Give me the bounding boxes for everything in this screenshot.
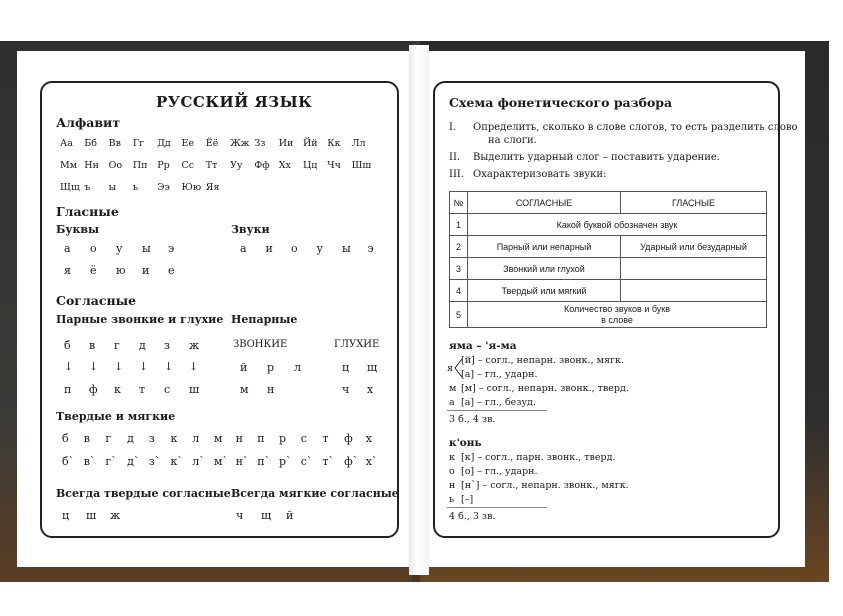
step-1-text-cont: на слоги. bbox=[488, 135, 537, 146]
arrow-down-icon: ↓ bbox=[164, 360, 174, 373]
table-cell bbox=[468, 302, 767, 328]
vowel-sound: ы bbox=[342, 242, 351, 255]
example-1-line-1: [й] – согл., непарн. звонк., мягк. bbox=[461, 355, 624, 366]
book-spine bbox=[409, 45, 429, 575]
example-1-total: 3 б., 4 зв. bbox=[449, 414, 496, 425]
table-cell-num: 4 bbox=[450, 280, 468, 302]
example-2-letter-1: к bbox=[449, 452, 455, 463]
voiced-consonant: в bbox=[89, 339, 96, 352]
vowel-letter: ю bbox=[116, 264, 126, 277]
vowel-letter: а bbox=[64, 242, 71, 255]
hard-soft-heading: Твердые и мягкие bbox=[56, 410, 176, 423]
soft-consonant: д` bbox=[127, 455, 140, 468]
alphabet-letter: Чч bbox=[327, 160, 341, 171]
alphabet-letter: Нн bbox=[84, 160, 99, 171]
table-cell: Какой буквой обозначен звук bbox=[468, 214, 767, 236]
alphabet-letter: Оо bbox=[108, 160, 123, 171]
vowel-sound: о bbox=[291, 242, 298, 255]
step-1-text: Определить, сколько в слове слогов, то есть разделить слово bbox=[473, 122, 798, 133]
table-cell-line-1: Количество звуков и букв bbox=[563, 303, 671, 314]
soft-consonant: с` bbox=[300, 455, 313, 468]
unpaired-voiceless: ч bbox=[342, 383, 350, 396]
table-row bbox=[450, 280, 767, 302]
example-1-line-3: [м] – согл., непарн. звонк., тверд. bbox=[461, 383, 629, 394]
step-3-number: III. bbox=[449, 169, 465, 180]
example-2-letter-4: ь bbox=[449, 494, 455, 505]
always-soft-letter: щ bbox=[261, 509, 272, 522]
hard-consonant: б bbox=[62, 432, 69, 445]
alphabet-letter: Ээ bbox=[157, 182, 170, 193]
voiced-consonant: г bbox=[114, 339, 120, 352]
alphabet-letter: Цц bbox=[303, 160, 318, 171]
always-soft-letter: ч bbox=[236, 509, 244, 522]
soft-consonant: з` bbox=[148, 455, 161, 468]
soft-consonant: н` bbox=[235, 455, 249, 468]
hard-consonant: з bbox=[148, 432, 155, 445]
table-header-row bbox=[450, 192, 767, 214]
example-2-line-4: [–] bbox=[461, 494, 474, 505]
table-cell-num: 1 bbox=[450, 214, 468, 236]
hard-consonant: г bbox=[105, 432, 112, 445]
unpaired-voiced: й bbox=[240, 361, 248, 374]
alphabet-letter: Ее bbox=[181, 138, 195, 149]
example-1-letter-a: а bbox=[449, 397, 455, 408]
example-2-line-1: [к] – согл., парн. звонк., тверд. bbox=[461, 452, 616, 463]
alphabet-letter: Шш bbox=[351, 160, 372, 171]
always-hard-letter: ц bbox=[62, 509, 70, 522]
vowel-letter: ё bbox=[90, 264, 97, 277]
alphabet-letter: Щщ bbox=[60, 182, 80, 193]
paired-label: Парные звонкие и глухие bbox=[56, 313, 224, 326]
arrow-down-icon: ↓ bbox=[189, 360, 199, 373]
alphabet-letter: Ии bbox=[278, 138, 294, 149]
alphabet-letter: Уу bbox=[230, 160, 243, 171]
always-hard-letter: ш bbox=[86, 509, 97, 522]
unpaired-voiceless: х bbox=[367, 383, 374, 396]
soft-consonant: б` bbox=[62, 455, 75, 468]
unpaired-voiced: р bbox=[267, 361, 275, 374]
phonetic-table bbox=[449, 191, 767, 328]
table-row bbox=[450, 236, 767, 258]
hard-consonant: х bbox=[365, 432, 373, 445]
alphabet-letter: Жж bbox=[230, 138, 250, 149]
vowel-sounds-label: Звуки bbox=[231, 223, 270, 236]
table-cell: Парный или непарный bbox=[468, 236, 621, 258]
divider bbox=[447, 410, 547, 411]
table-header-consonants: СОГЛАСНЫЕ bbox=[468, 192, 621, 214]
vowel-letter: я bbox=[64, 264, 71, 277]
alphabet-letter: Сс bbox=[181, 160, 195, 171]
voiceless-consonant: к bbox=[114, 383, 121, 396]
table-cell-num: 5 bbox=[450, 302, 468, 328]
vowel-sound: и bbox=[265, 242, 273, 255]
table-row bbox=[450, 258, 767, 280]
soft-consonant: т` bbox=[322, 455, 334, 468]
voiced-label: ЗВОНКИЕ bbox=[233, 339, 288, 350]
table-row bbox=[450, 302, 767, 328]
voiceless-consonant: т bbox=[139, 383, 146, 396]
hard-consonant: к bbox=[170, 432, 178, 445]
vowel-letters-label: Буквы bbox=[56, 223, 100, 236]
scheme-title: Схема фонетического разбора bbox=[449, 95, 673, 110]
voiceless-consonant: ш bbox=[189, 383, 200, 396]
alphabet-letter: Мм bbox=[60, 160, 78, 171]
table-cell: Твердый или мягкий bbox=[468, 280, 621, 302]
step-2-text: Выделить ударный слог – поставить ударение. bbox=[473, 152, 720, 163]
voiceless-consonant: с bbox=[164, 383, 171, 396]
hard-consonant: т bbox=[322, 432, 329, 445]
alphabet-letter: Пп bbox=[132, 160, 148, 171]
always-hard-letter: ж bbox=[110, 509, 121, 522]
alphabet-letter: Юю bbox=[181, 182, 202, 193]
example-1-word: яма – 'я-ма bbox=[449, 340, 517, 352]
voiced-consonant: з bbox=[164, 339, 170, 352]
alphabet-letter: Кк bbox=[327, 138, 341, 149]
alphabet-letter: Аа bbox=[60, 138, 73, 149]
vowel-letter: ы bbox=[142, 242, 151, 255]
alphabet-letter: Дд bbox=[157, 138, 171, 149]
voiceless-label: ГЛУХИЕ bbox=[334, 339, 380, 350]
voiceless-consonant: ф bbox=[89, 383, 98, 396]
alphabet-letter: Бб bbox=[84, 138, 97, 149]
alphabet-letter: Яя bbox=[205, 182, 220, 193]
example-1-letter-ya: я bbox=[447, 363, 453, 374]
voiced-consonant: ж bbox=[189, 339, 200, 352]
hard-consonant: н bbox=[235, 432, 243, 445]
hard-consonant: р bbox=[279, 432, 287, 445]
alphabet-letter: Гг bbox=[132, 138, 145, 149]
hard-consonant: с bbox=[300, 432, 307, 445]
table-header-vowels: ГЛАСНЫЕ bbox=[621, 192, 767, 214]
vowel-letter: э bbox=[168, 242, 175, 255]
step-2-number: II. bbox=[449, 152, 461, 163]
table-header-num: № bbox=[450, 192, 468, 214]
table-row bbox=[450, 214, 767, 236]
vowel-letter: о bbox=[90, 242, 97, 255]
alphabet-letter: Хх bbox=[278, 160, 291, 171]
unpaired-voiceless: щ bbox=[367, 361, 378, 374]
arrow-down-icon: ↓ bbox=[89, 360, 99, 373]
unpaired-voiced: н bbox=[267, 383, 275, 396]
table-cell-num: 3 bbox=[450, 258, 468, 280]
unpaired-voiced: м bbox=[240, 383, 249, 396]
alphabet-letter: ы bbox=[108, 182, 117, 193]
always-hard-label: Всегда твердые согласные bbox=[56, 487, 231, 500]
voiceless-consonant: п bbox=[64, 383, 72, 396]
arrow-down-icon: ↓ bbox=[64, 360, 74, 373]
example-2-letter-3: н bbox=[449, 480, 456, 491]
alphabet-letter: Фф bbox=[254, 160, 270, 171]
hard-consonant: д bbox=[127, 432, 134, 445]
table-cell bbox=[621, 280, 767, 302]
soft-consonant: л` bbox=[192, 455, 205, 468]
table-cell: Ударный или безударный bbox=[621, 236, 767, 258]
always-soft-label: Всегда мягкие согласные bbox=[231, 487, 399, 500]
soft-consonant: м` bbox=[213, 455, 228, 468]
alphabet-letter: Рр bbox=[157, 160, 170, 171]
soft-consonant: в` bbox=[83, 455, 96, 468]
table-cell bbox=[621, 258, 767, 280]
consonants-heading: Согласные bbox=[56, 293, 137, 308]
example-1-line-2: [а] – гл., ударн. bbox=[461, 369, 538, 380]
alphabet-letter: ь bbox=[132, 182, 139, 193]
alphabet-letter: Йй bbox=[303, 138, 318, 149]
soft-consonant: х` bbox=[365, 455, 378, 468]
table-cell: Звонкий или глухой bbox=[468, 258, 621, 280]
example-1-letter-m: м bbox=[449, 383, 457, 394]
table-cell-num: 2 bbox=[450, 236, 468, 258]
soft-consonant: р` bbox=[279, 455, 292, 468]
step-1-number: I. bbox=[449, 122, 457, 133]
vowel-letter: у bbox=[116, 242, 123, 255]
hard-consonant: м bbox=[213, 432, 223, 445]
alphabet-letter: Лл bbox=[351, 138, 366, 149]
example-1-line-4: [а] – гл., безуд. bbox=[461, 397, 536, 408]
page-title: РУССКИЙ ЯЗЫК bbox=[156, 93, 313, 111]
unpaired-label: Непарные bbox=[231, 313, 298, 326]
vowel-letter: и bbox=[142, 264, 150, 277]
vowel-letter: е bbox=[168, 264, 175, 277]
voiced-consonant: д bbox=[139, 339, 146, 352]
vowels-heading: Гласные bbox=[56, 204, 119, 219]
soft-consonant: ф` bbox=[344, 455, 359, 468]
unpaired-voiceless: ц bbox=[342, 361, 350, 374]
step-3-text: Охарактеризовать звуки: bbox=[473, 169, 607, 180]
vowel-sound: у bbox=[316, 242, 323, 255]
alphabet-heading: Алфавит bbox=[56, 115, 121, 130]
hard-consonant: л bbox=[192, 432, 200, 445]
alphabet-letter: Зз bbox=[254, 138, 266, 149]
example-2-line-2: [о] – гл., ударн. bbox=[461, 466, 538, 477]
hard-consonant: ф bbox=[344, 432, 353, 445]
example-2-line-3: [н`] – согл., непарн. звонк., мягк. bbox=[461, 480, 629, 491]
arrow-down-icon: ↓ bbox=[139, 360, 149, 373]
soft-consonant: п` bbox=[257, 455, 271, 468]
always-soft-letter: й bbox=[286, 509, 294, 522]
example-2-total: 4 б., 3 зв. bbox=[449, 511, 496, 522]
hard-consonant: п bbox=[257, 432, 265, 445]
voiced-consonant: б bbox=[64, 339, 71, 352]
vowel-sound: а bbox=[240, 242, 247, 255]
alphabet-letter: Ёё bbox=[205, 138, 219, 149]
example-2-word: к'онь bbox=[449, 437, 482, 449]
divider bbox=[447, 507, 547, 508]
arrow-down-icon: ↓ bbox=[114, 360, 124, 373]
soft-consonant: к` bbox=[170, 455, 183, 468]
alphabet-letter: Тт bbox=[205, 160, 218, 171]
hard-consonant: в bbox=[83, 432, 90, 445]
alphabet-letter: ъ bbox=[84, 182, 91, 193]
vowel-sound: э bbox=[367, 242, 374, 255]
soft-consonant: г` bbox=[105, 455, 117, 468]
example-2-letter-2: о bbox=[449, 466, 455, 477]
alphabet-letter: Вв bbox=[108, 138, 121, 149]
unpaired-voiced: л bbox=[294, 361, 301, 374]
table-cell-line-2: в слове bbox=[601, 314, 633, 325]
